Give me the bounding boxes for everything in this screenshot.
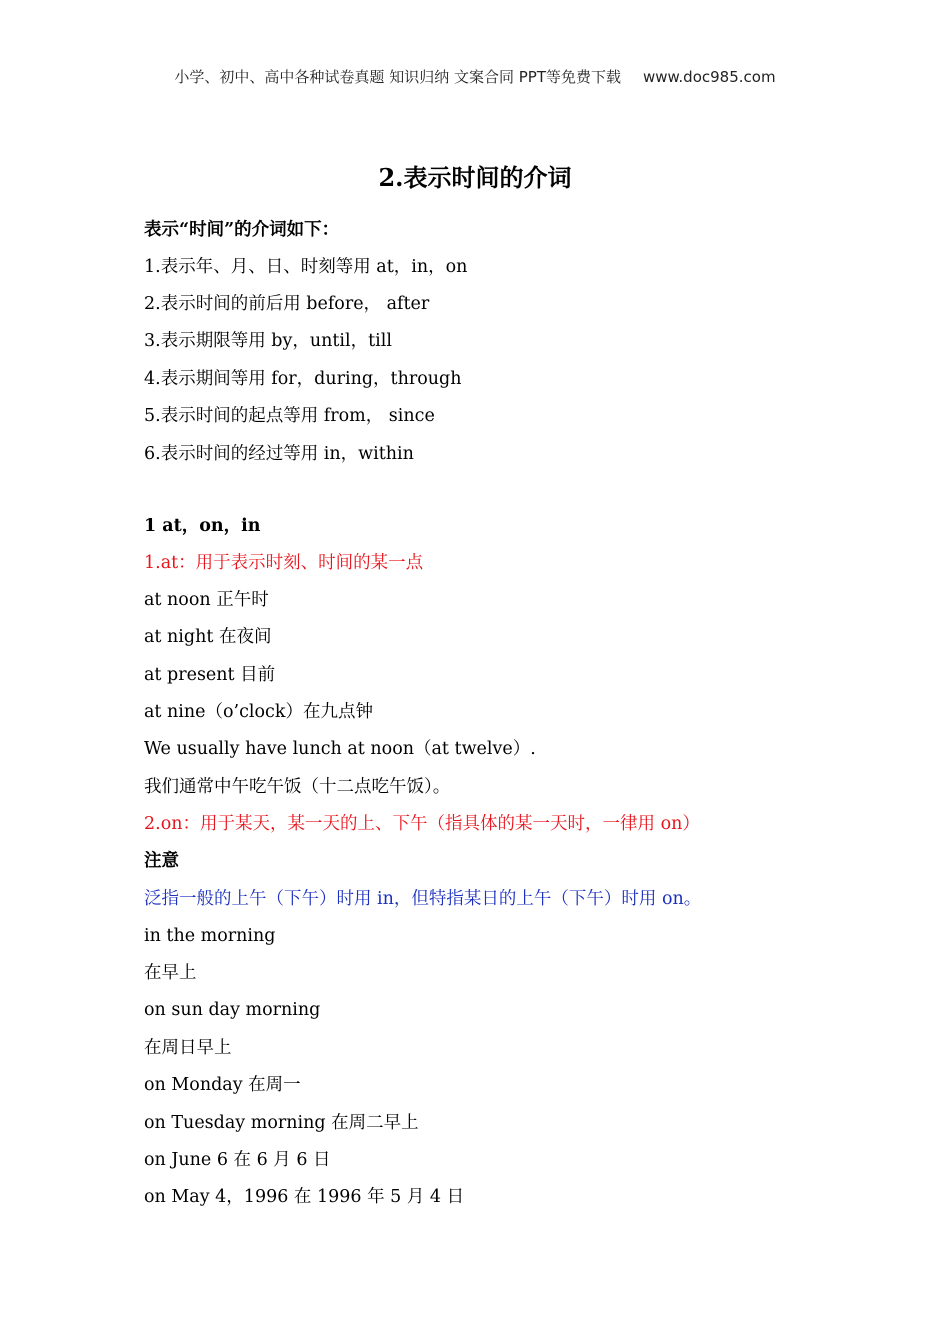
- example-line: at present 目前: [144, 665, 276, 685]
- header-url-link[interactable]: www.doc985.com: [642, 68, 776, 86]
- example-line: on Monday 在周一: [144, 1075, 301, 1095]
- note-label: 注意: [144, 851, 179, 871]
- header-text: 小学、初中、高中各种试卷真题 知识归纳 文案合同 PPT等免费下载: [174, 68, 621, 86]
- intro-item: 5.表示时间的起点等用 from， since: [144, 406, 435, 426]
- intro-item: 2.表示时间的前后用 before， after: [144, 294, 430, 314]
- example-line: 在周日早上: [144, 1038, 232, 1058]
- intro-heading: 表示“时间”的介词如下：: [144, 220, 340, 240]
- example-line: at nine（o’clock）在九点钟: [144, 702, 373, 722]
- example-line: in the morning: [144, 926, 276, 946]
- on-rule: 2.on：用于某天，某一天的上、下午（指具体的某一天时，一律用 on）: [144, 814, 700, 834]
- page-title: 2.表示时间的介词: [378, 163, 572, 192]
- example-line: on June 6 在 6 月 6 日: [144, 1150, 331, 1170]
- note-text: 泛指一般的上午（下午）时用 in，但特指某日的上午（下午）时用 on。: [144, 889, 702, 909]
- intro-item: 1.表示年、月、日、时刻等用 at，in，on: [144, 257, 468, 277]
- example-line: 我们通常中午吃午饭（十二点吃午饭）。: [144, 777, 451, 797]
- example-line: We usually have lunch at noon（at twelve）.: [144, 739, 536, 759]
- example-line: on May 4，1996 在 1996 年 5 月 4 日: [144, 1187, 465, 1207]
- example-line: at noon 正午时: [144, 590, 269, 610]
- intro-item: 3.表示期限等用 by，until，till: [144, 331, 392, 351]
- intro-item: 4.表示期间等用 for，during，through: [144, 369, 462, 389]
- intro-item: 6.表示时间的经过等用 in，within: [144, 444, 414, 464]
- section-heading: 1 at，on，in: [144, 516, 261, 536]
- page-header: [0, 66, 950, 87]
- example-line: 在早上: [144, 963, 197, 983]
- example-line: on sun day morning: [144, 1000, 321, 1020]
- example-line: on Tuesday morning 在周二早上: [144, 1113, 419, 1133]
- example-line: at night 在夜间: [144, 627, 272, 647]
- at-rule: 1.at：用于表示时刻、时间的某一点: [144, 553, 424, 573]
